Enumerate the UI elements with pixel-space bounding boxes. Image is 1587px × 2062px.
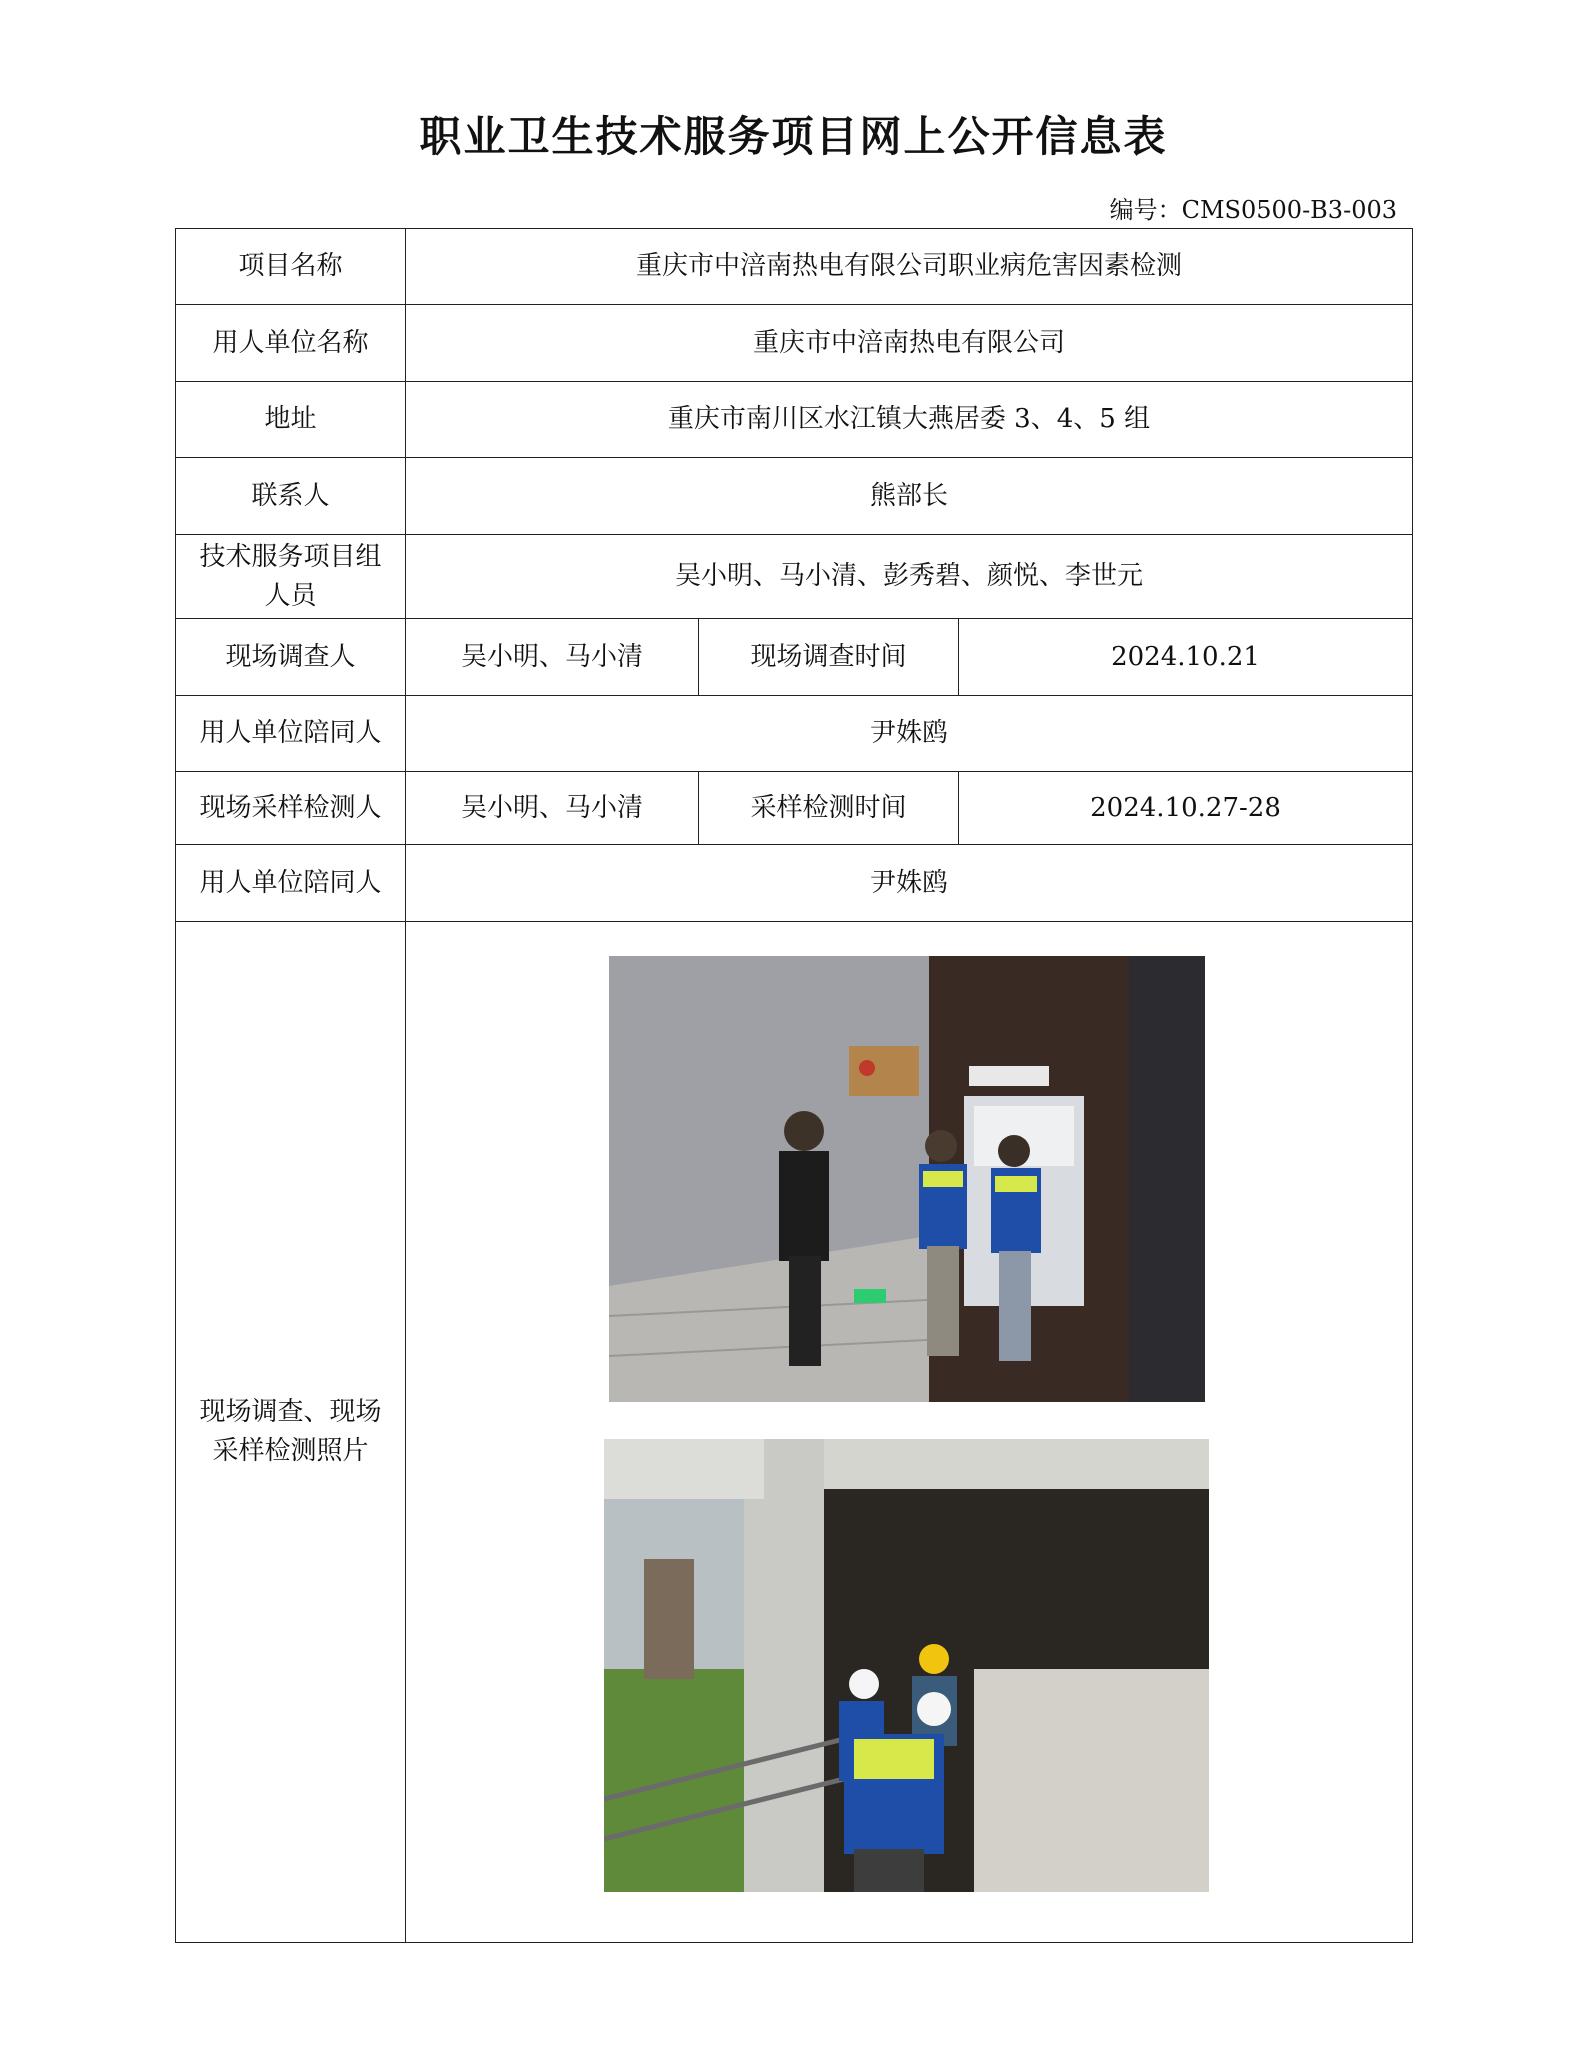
table-row xyxy=(176,619,1413,696)
employer-name-value: 重庆市中涪南热电有限公司 xyxy=(406,305,1413,382)
site-survey-photo-image xyxy=(609,956,1205,1402)
document-number: 编号：CMS0500-B3-003 xyxy=(1109,196,1397,224)
companion-value: 尹姝鸥 xyxy=(406,696,1413,772)
contact-label: 联系人 xyxy=(176,458,406,535)
photos-label xyxy=(176,922,406,1943)
project-name-label: 项目名称 xyxy=(176,229,406,305)
site-survey-label: 现场调查人 xyxy=(176,619,406,696)
photos-cell xyxy=(406,922,1413,1943)
sampling-photo-image xyxy=(604,1439,1209,1892)
contact-value: 熊部长 xyxy=(406,458,1413,535)
table-row xyxy=(176,535,1413,619)
table-row xyxy=(176,305,1413,382)
address-value: 重庆市南川区水江镇大燕居委 3、4、5 组 xyxy=(406,382,1413,458)
sampling-label: 现场采样检测人 xyxy=(176,772,406,845)
sampling-time-label: 采样检测时间 xyxy=(699,772,959,845)
table-row xyxy=(176,382,1413,458)
sampling-photo xyxy=(604,1439,1209,1892)
table-row xyxy=(176,696,1413,772)
page-title: 职业卫生技术服务项目网上公开信息表 xyxy=(419,112,1168,161)
photos-label-line2: 采样检测照片 xyxy=(212,1436,369,1466)
site-survey-time-label: 现场调查时间 xyxy=(699,619,959,696)
site-survey-value: 吴小明、马小清 xyxy=(406,619,699,696)
employer-name-label: 用人单位名称 xyxy=(176,305,406,382)
companion-label: 用人单位陪同人 xyxy=(176,696,406,772)
address-label: 地址 xyxy=(176,382,406,458)
photos-label-line1: 现场调查、现场 xyxy=(199,1397,382,1427)
table-row xyxy=(176,229,1413,305)
team-members-label xyxy=(176,535,406,619)
team-members-value: 吴小明、马小清、彭秀碧、颜悦、李世元 xyxy=(406,535,1413,619)
companion-label: 用人单位陪同人 xyxy=(176,845,406,922)
site-survey-time-value: 2024.10.21 xyxy=(959,619,1413,696)
site-survey-photo xyxy=(609,956,1205,1402)
info-table xyxy=(175,228,1413,1943)
companion-value: 尹姝鸥 xyxy=(406,845,1413,922)
team-members-label-line1: 技术服务项目组 xyxy=(199,541,382,572)
team-members-label-line2: 人员 xyxy=(264,580,317,611)
sampling-time-value: 2024.10.27-28 xyxy=(959,772,1413,845)
table-row xyxy=(176,922,1413,1943)
table-row xyxy=(176,458,1413,535)
table-row xyxy=(176,772,1413,845)
sampling-value: 吴小明、马小清 xyxy=(406,772,699,845)
table-row xyxy=(176,845,1413,922)
project-name-value: 重庆市中涪南热电有限公司职业病危害因素检测 xyxy=(406,229,1413,305)
